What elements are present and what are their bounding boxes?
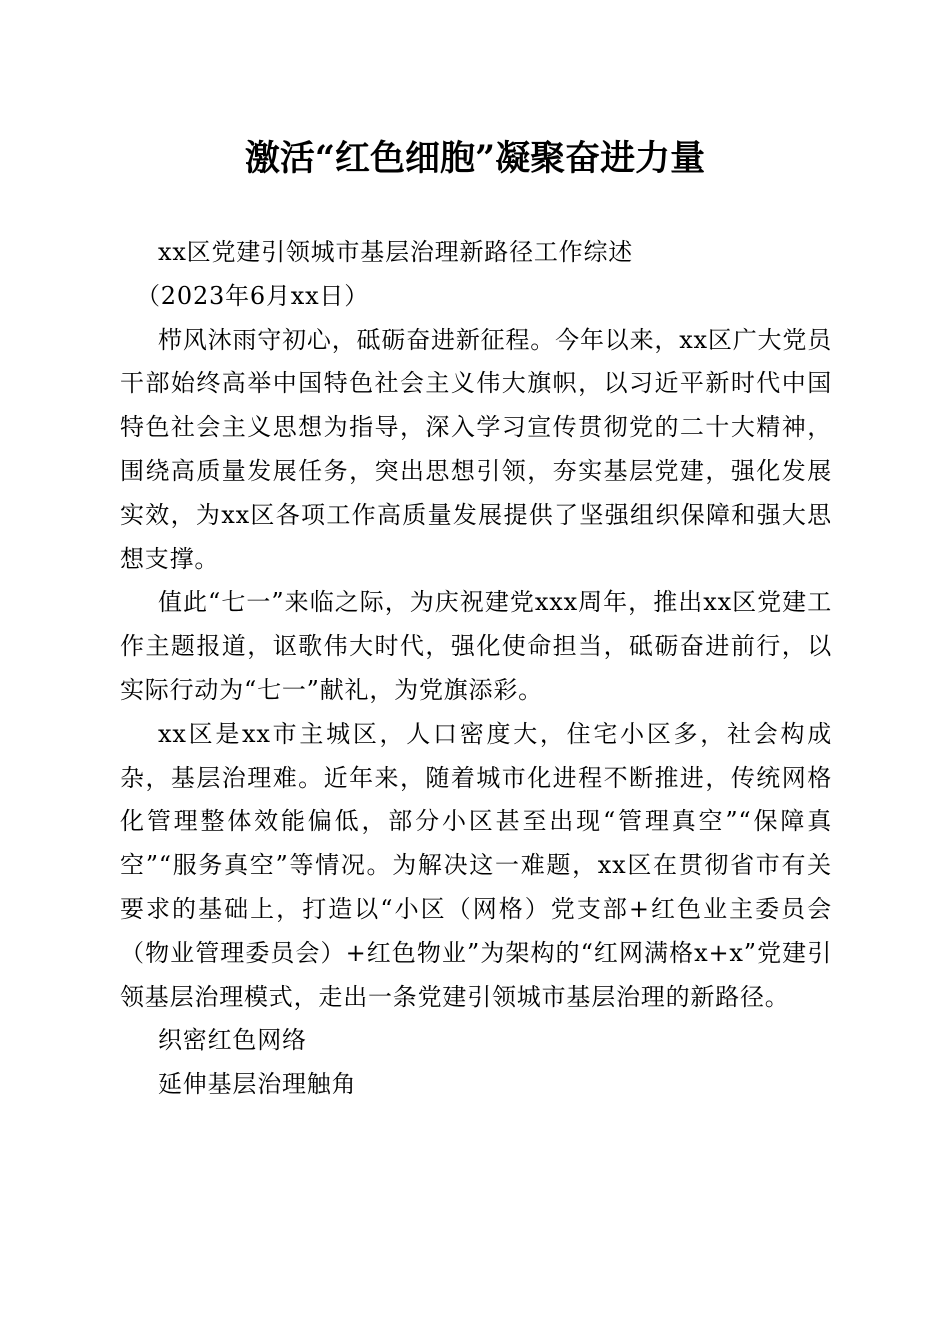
paragraph-3: xx区是xx市主城区，人口密度大，住宅小区多，社会构成杂，基层治理难。近年来，随着城市化进程不断推进，传统网格化管理整体效能偏低，部分小区甚至出现“管理真空”“保障真空”“服务真空”等情况。为解决这一难题，xx区在贯彻省市有关要求的基础上，打造以“小区（网格）党支部+红色业主委员会（物业管理委员会）+红色物业”为架构的“红网满格x+x”党建引领基层治理模式，走出一条党建引领城市基层治理的新路径。 xyxy=(120,719,832,1011)
section-heading-2: 延伸基层治理触角 xyxy=(158,1070,357,1099)
document-subtitle: xx区党建引领城市基层治理新路径工作综述 xyxy=(158,238,634,266)
paragraph-1: 栉风沐雨守初心，砥砺奋进新征程。今年以来，xx区广大党员干部始终高举中国特色社会主义伟大旗帜，以习近平新时代中国特色社会主义思想为指导，深入学习宣传贯彻党的二十大精神，围绕高质量发展任务，突出思想引领，夯实基层党建，强化发展实效，为xx区各项工作高质量发展提供了坚强组织保障和强大思想支撑。 xyxy=(120,325,832,573)
document-date: （2023年6月xx日） xyxy=(136,281,370,310)
paragraph-2: 值此“七一”来临之际，为庆祝建党xxx周年，推出xx区党建工作主题报道，讴歌伟大时代，强化使命担当，砥砺奋进前行，以实际行动为“七一”献礼，为党旗添彩。 xyxy=(120,588,832,704)
section-heading-1: 织密红色网络 xyxy=(158,1026,307,1055)
document-title: 激活“红色细胞”凝聚奋进力量 xyxy=(244,138,706,179)
document-body xyxy=(120,231,832,1107)
